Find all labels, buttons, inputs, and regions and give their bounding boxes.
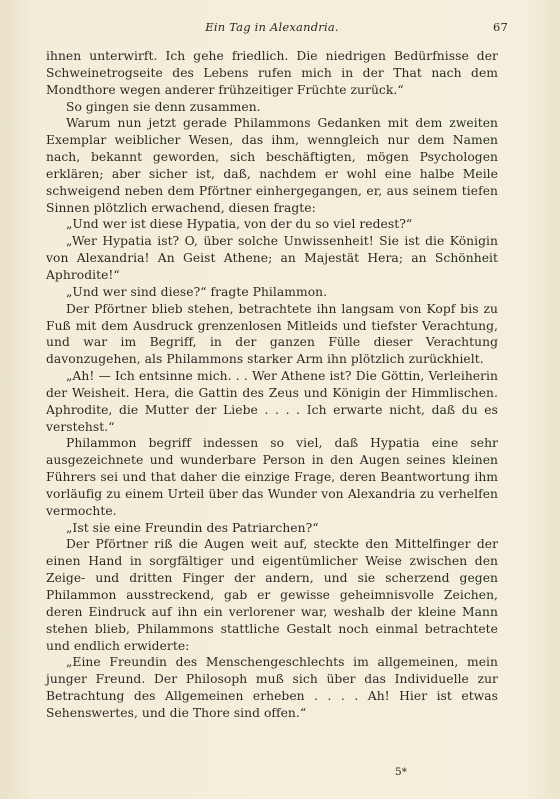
paragraph: „Ist sie eine Freundin des Patriarchen?“ [66, 520, 319, 535]
paragraph: „Und wer ist diese Hypatia, von der du so viel redest?“ [66, 217, 413, 232]
signature-mark: 5* [395, 766, 407, 778]
running-title: Ein Tag in Alexandria. [205, 20, 339, 34]
body-text [46, 48, 498, 722]
page-number: 67 [492, 20, 508, 34]
paragraph: „Und wer sind diese?“ fragte Philammon. [66, 284, 328, 299]
page-header [46, 20, 508, 40]
paragraph: So gingen sie denn zusammen. [66, 99, 261, 114]
paragraph: Der Pförtner blieb stehen, betrachtete ihn langsam von Kopf bis zu Fuß mit dem Ausdruck grenzenlosen Mitleids und tiefster Verachtung, und war im Begriff, in der ganzen Fülle dieser Verachtung davonzugehen, als Philammons starker Arm ihn plötzlich zurückhielt. [46, 301, 498, 367]
paragraph: ihnen unterwirft. Ich gehe friedlich. Die niedrigen Bedürfnisse der Schweinetrogseite des Lebens rufen mich in der That nach dem Mondthore wegen anderer frühzeitiger Früchte zurück.“ [46, 49, 498, 97]
paragraph: Philammon begriff indessen so viel, daß Hypatia eine sehr ausgezeichnete und wunderbare Person in den Augen seines kleinen Führers sei und that daher die einzige Frage, deren Beantwortung ihm vorläufig zu einem Urteil über das Wunder von Alexandria zu verhelfen vermochte. [46, 436, 498, 518]
paragraph: „Eine Freundin des Menschengeschlechts im allgemeinen, mein junger Freund. Der Philosoph muß sich über das Individuelle zur Betrachtung des Allgemeinen erheben . . . . Ah! Hier ist etwas Sehenswertes, und die Thore sind offen.“ [46, 655, 498, 720]
paragraph: „Wer Hypatia ist? O, über solche Unwissenheit! Sie ist die Königin von Alexandria! An Geist Athene; an Majestät Hera; an Schönheit Aphrodite!“ [46, 234, 498, 282]
paragraph: Der Pförtner riß die Augen weit auf, steckte den Mittelfinger der einen Hand in sorgfältiger und eigentümlicher Weise zwischen den Zeige- und dritten Finger der andern, und sie scherzend gegen Philammon ausstreckend, gab er gewisse geheimnisvolle Zeichen, deren Eindruck auf ihn ein verlorener war, weshalb der kleine Mann stehen blieb, Philammons stattliche Gestalt noch einmal betrachtete und endlich erwiderte: [46, 537, 498, 653]
paragraph: Warum nun jetzt gerade Philammons Gedanken mit dem zweiten Exemplar weiblicher Wesen, das ihm, wenngleich nur dem Namen nach, bekannt geworden, sich beschäftigten, mögen Psychologen erklären; aber sicher ist, daß, nachdem er wohl eine halbe Meile schweigend neben dem Pförtner einhergegangen, er, aus seinem tiefen Sinnen plötzlich erwachend, diesen fragte: [46, 116, 498, 215]
paragraph: „Ah! — Ich entsinne mich. . . Wer Athene ist? Die Göttin, Verleiherin der Weisheit. Hera, die Gattin des Zeus und Königin der Himmlischen. Aphrodite, die Mutter der Liebe . . . . Ich erwarte nicht, daß du es verstehst.“ [46, 369, 498, 434]
